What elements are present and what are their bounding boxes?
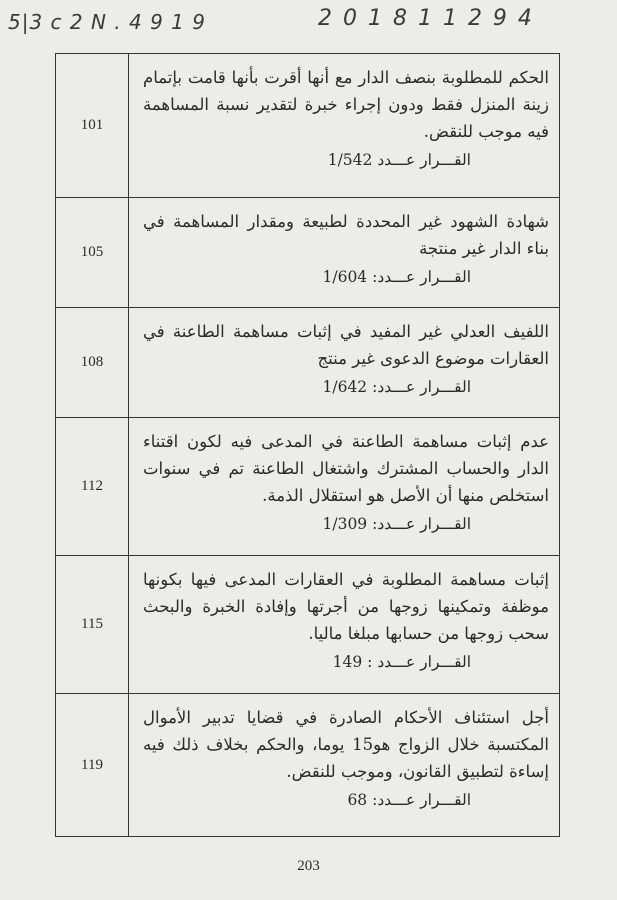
decision-number: القـــرار عـــدد: 1/642 [322, 378, 471, 396]
entry-cell [129, 54, 559, 197]
entry-cell [129, 694, 559, 836]
table-row [56, 54, 559, 198]
decision-number: القـــرار عـــدد: 1/604 [322, 268, 471, 286]
entry-text: الحكم للمطلوبة بنصف الدار مع أنها أقرت بأنها قامت بإتمام زينة المنزل فقط ودون إجراء خبرة لتقدير نسبة المساهمة فيه موجب للنقض. [143, 68, 549, 141]
entry-text: عدم إثبات مساهمة الطاعنة في المدعى فيه لكون اقتناء الدار والحساب المشترك واشتغال الطاعنة تم في سنوات استخلص منها أن الأصل هو استقلال الذمة. [143, 432, 549, 505]
entry-cell [129, 418, 559, 555]
decision-number: القـــرار عـــدد : 149 [332, 653, 471, 671]
page-ref: 115 [56, 556, 129, 693]
handwritten-reference: 5|3 c 2 N . 4 9 1 9 [8, 10, 206, 34]
page-ref: 105 [56, 198, 129, 307]
entry-cell [129, 308, 559, 417]
page-ref: 119 [56, 694, 129, 836]
entry-text: شهادة الشهود غير المحددة لطبيعة ومقدار المساهمة في بناء الدار غير منتجة [143, 212, 549, 258]
table-row [56, 556, 559, 694]
decision-number: القـــرار عـــدد 1/542 [327, 151, 471, 169]
index-table [55, 53, 560, 837]
entry-text: أجل استئناف الأحكام الصادرة في قضايا تدبير الأموال المكتسبة خلال الزواج هو15 يوما، والحكم بخلاف ذلك فيه إساءة لتطبيق القانون، وموجب للنقض. [143, 708, 549, 781]
page-ref: 112 [56, 418, 129, 555]
handwritten-date: 2 0 1 8 1 1 2 9 4 [318, 6, 534, 31]
entry-text: إثبات مساهمة المطلوبة في العقارات المدعى فيها بكونها موظفة وتمكينها زوجها من أجرتها وإفادة الخبرة والبحث سحب زوجها من حسابها مبلغا ماليا. [143, 570, 549, 643]
table-row [56, 308, 559, 418]
entry-cell [129, 556, 559, 693]
table-row [56, 694, 559, 836]
entry-cell [129, 198, 559, 307]
decision-number: القـــرار عـــدد: 1/309 [322, 515, 471, 533]
entry-text: اللفيف العدلي غير المفيد في إثبات مساهمة الطاعنة في العقارات موضوع الدعوى غير منتج [143, 322, 549, 368]
page-ref: 108 [56, 308, 129, 417]
decision-number: القـــرار عـــدد: 68 [347, 791, 471, 809]
page-number: 203 [297, 858, 320, 874]
table-row [56, 418, 559, 556]
handwritten-annotation [0, 2, 617, 42]
page-ref: 101 [56, 54, 129, 197]
table-row [56, 198, 559, 308]
